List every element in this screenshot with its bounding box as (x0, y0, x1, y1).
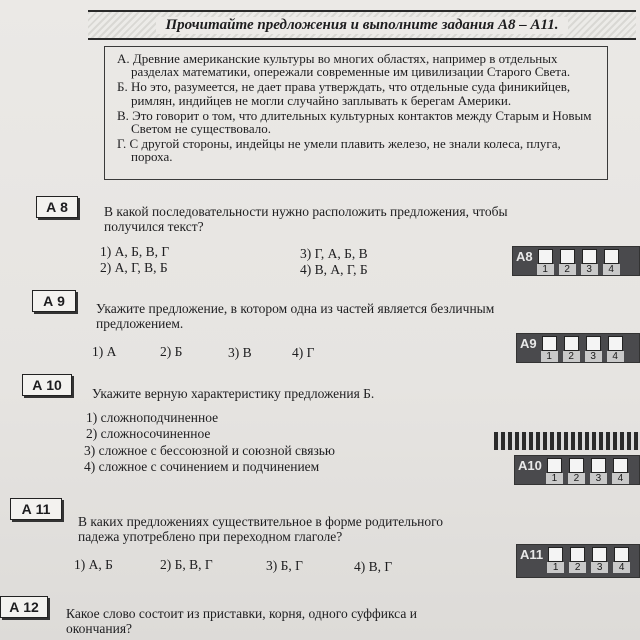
answer-grid-a10 (514, 455, 640, 485)
checkbox-cell[interactable] (564, 336, 579, 351)
option-a10-4[interactable]: 4) сложное с сочинением и подчинением (84, 459, 320, 474)
cell-number: 4 (612, 473, 629, 484)
option-a11-2[interactable]: 2) Б, В, Г (160, 557, 213, 572)
cell-number: 1 (547, 562, 564, 573)
option-a8-1[interactable]: 1) А, Б, В, Г (100, 244, 170, 259)
answer-cell[interactable] (612, 458, 629, 484)
cell-number: 2 (563, 351, 580, 362)
cell-number: 2 (569, 562, 586, 573)
question-label-a11: А 11 (10, 498, 62, 520)
decorative-strip (494, 432, 640, 450)
question-label-a9: А 9 (32, 290, 76, 312)
question-label-a12: А 12 (0, 596, 48, 618)
checkbox-cell[interactable] (547, 458, 562, 473)
answer-cell[interactable] (547, 547, 564, 573)
option-a10-3[interactable]: 3) сложное с бессоюзной и союзной связью (84, 443, 336, 458)
sentence-v: В. Это говорит о том, что длительных культурных контактов между Старым и Новым Светом не существовало. (117, 107, 592, 137)
checkbox-cell[interactable] (614, 547, 629, 562)
sentence-g: Г. С другой стороны, индейцы не умели плавить железо, не знали колеса, плуга, пороха. (117, 136, 561, 165)
cell-number: 3 (590, 473, 607, 484)
answer-cell[interactable] (569, 547, 586, 573)
checkbox-cell[interactable] (592, 547, 607, 562)
cell-number: 1 (546, 473, 563, 484)
option-a10-1[interactable]: 1) сложноподчиненное (86, 410, 219, 425)
answer-grid-label: А8 (516, 249, 533, 264)
cell-number: 4 (613, 562, 630, 573)
sentence-a: А. Древние американские культуры во многих областях, например в отдельных разделах математики, опережали современные им цивилизации Старого Света. (117, 51, 571, 80)
option-a9-4[interactable]: 4) Г (292, 345, 315, 360)
question-text-a10: Укажите верную характеристику предложения Б. (92, 386, 375, 401)
checkbox-cell[interactable] (560, 249, 575, 264)
question-text-a8: В какой последовательности нужно расположить предложения, чтобы получился текст? (104, 204, 508, 234)
cell-number: 2 (559, 264, 576, 275)
checkbox-cell[interactable] (591, 458, 606, 473)
cell-number: 4 (603, 264, 620, 275)
question-text-a11: В каких предложениях существительное в форме родительного падежа употреблено при переходном глаголе? (78, 514, 444, 544)
answer-cell[interactable] (537, 249, 554, 275)
cell-number: 3 (581, 264, 598, 275)
answer-cell[interactable] (607, 336, 624, 362)
answer-cell[interactable] (585, 336, 602, 362)
cell-number: 3 (585, 351, 602, 362)
answer-cell[interactable] (590, 458, 607, 484)
checkbox-cell[interactable] (608, 336, 623, 351)
answer-grid-label: А9 (520, 336, 537, 351)
answer-grid-a11 (516, 544, 640, 578)
checkbox-cell[interactable] (613, 458, 628, 473)
cell-number: 1 (537, 264, 554, 275)
option-a10-2[interactable]: 2) сложносочиненное (86, 426, 211, 441)
answer-cell[interactable] (568, 458, 585, 484)
option-a8-4[interactable]: 4) В, А, Г, Б (300, 262, 368, 277)
option-a8-3[interactable]: 3) Г, А, Б, В (300, 246, 368, 261)
option-a9-2[interactable]: 2) Б (160, 344, 183, 359)
answer-cell[interactable] (591, 547, 608, 573)
answer-grid-label: А10 (518, 458, 542, 473)
cell-number: 1 (541, 351, 558, 362)
answer-cell[interactable] (559, 249, 576, 275)
answer-grid-a9 (516, 333, 640, 363)
option-a11-3[interactable]: 3) Б, Г (266, 558, 303, 573)
sentence-b: Б. Но это, разумеется, не дает права утверждать, что отдельные суда финикийцев, римлян, индийцев не могли случайно заплывать к берегам Америки. (117, 79, 571, 108)
cell-number: 3 (591, 562, 608, 573)
answer-cell[interactable] (613, 547, 630, 573)
answer-cell[interactable] (546, 458, 563, 484)
checkbox-cell[interactable] (538, 249, 553, 264)
option-a11-1[interactable]: 1) А, Б (74, 557, 113, 572)
answer-cell[interactable] (603, 249, 620, 275)
question-label-a8: А 8 (36, 196, 78, 218)
option-a9-1[interactable]: 1) А (92, 344, 117, 359)
answer-cell[interactable] (563, 336, 580, 362)
checkbox-cell[interactable] (548, 547, 563, 562)
cell-number: 4 (607, 351, 624, 362)
answer-grid-a8 (512, 246, 640, 276)
question-text-a9: Укажите предложение, в котором одна из частей является безличным предложением. (96, 301, 495, 331)
question-text-a12: Какое слово состоит из приставки, корня, одного суффикса и окончания? (66, 606, 417, 636)
question-label-a10: А 10 (22, 374, 72, 396)
checkbox-cell[interactable] (542, 336, 557, 351)
answer-cell[interactable] (581, 249, 598, 275)
answer-grid-label: А11 (520, 547, 544, 562)
header-band (88, 10, 636, 40)
answer-cell[interactable] (541, 336, 558, 362)
checkbox-cell[interactable] (604, 249, 619, 264)
page-title: Прочитайте предложения и выполните задания А8 – А11. (156, 17, 569, 34)
reading-text-box (104, 46, 608, 180)
checkbox-cell[interactable] (582, 249, 597, 264)
checkbox-cell[interactable] (570, 547, 585, 562)
cell-number: 2 (568, 473, 585, 484)
option-a11-4[interactable]: 4) В, Г (354, 559, 393, 574)
checkbox-cell[interactable] (586, 336, 601, 351)
checkbox-cell[interactable] (569, 458, 584, 473)
option-a9-3[interactable]: 3) В (228, 345, 252, 360)
option-a8-2[interactable]: 2) А, Г, В, Б (100, 260, 168, 275)
